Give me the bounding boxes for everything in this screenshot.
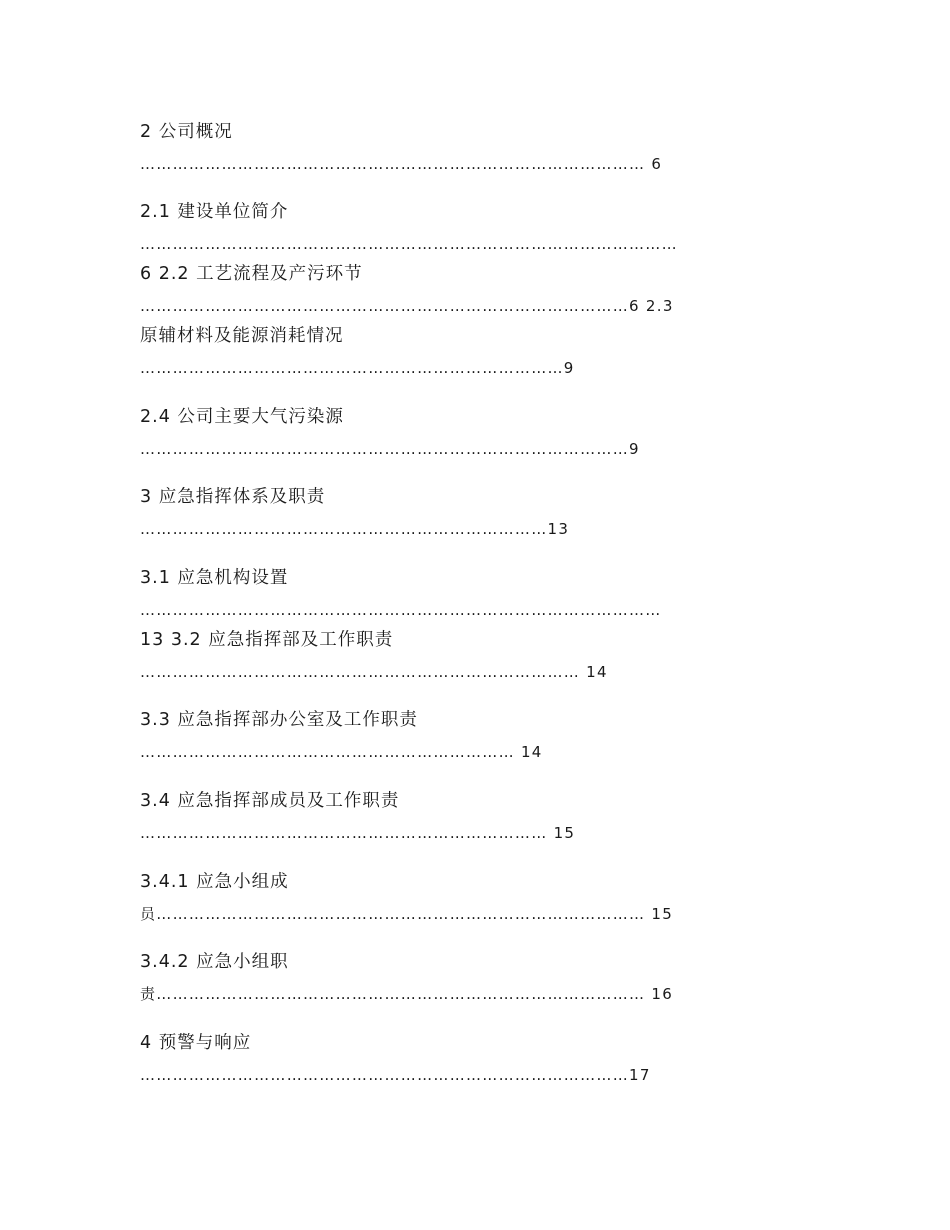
toc-leader: ………………………………………………………………………………17 xyxy=(140,1066,651,1084)
toc-heading: 2.1 建设单位简介 xyxy=(140,202,289,222)
toc-leader: …………………………………………………………………………………… xyxy=(140,601,662,619)
toc-heading: 2 公司概况 xyxy=(140,122,233,142)
toc-heading: 3.4.2 应急小组职 xyxy=(140,952,289,972)
toc-heading: 3.4 应急指挥部成员及工作职责 xyxy=(140,791,400,811)
toc-heading: 原辅材料及能源消耗情况 xyxy=(140,326,344,346)
toc-leader: …………………………………………………………… 14 xyxy=(140,743,543,761)
toc-heading: 3.4.1 应急小组成 xyxy=(140,872,289,892)
toc-heading: 2.4 公司主要大气污染源 xyxy=(140,407,344,427)
toc-heading: 3.3 应急指挥部办公室及工作职责 xyxy=(140,710,418,730)
toc-leader: ………………………………………………………………………………6 2.3 xyxy=(140,297,674,315)
toc-leader: ………………………………………………………………………………9 xyxy=(140,440,640,458)
toc-heading: 3.1 应急机构设置 xyxy=(140,568,289,588)
toc-leader: ……………………………………………………………………… 14 xyxy=(140,663,608,681)
toc-heading: 3 应急指挥体系及职责 xyxy=(140,487,326,507)
toc-leader: …………………………………………………………………13 xyxy=(140,520,570,538)
toc-heading: 4 预警与响应 xyxy=(140,1033,252,1053)
toc-leader: ……………………………………………………………………9 xyxy=(140,359,575,377)
toc-leader: ………………………………………………………………… 15 xyxy=(140,824,576,842)
toc-leader: ……………………………………………………………………………………… xyxy=(140,235,678,253)
toc-heading: 13 3.2 应急指挥部及工作职责 xyxy=(140,630,394,650)
toc-leader: 责……………………………………………………………………………… 16 xyxy=(140,985,674,1003)
toc-leader: ………………………………………………………………………………… 6 xyxy=(140,155,663,173)
toc-heading: 6 2.2 工艺流程及产污环节 xyxy=(140,264,363,284)
toc-leader: 员……………………………………………………………………………… 15 xyxy=(140,905,674,923)
